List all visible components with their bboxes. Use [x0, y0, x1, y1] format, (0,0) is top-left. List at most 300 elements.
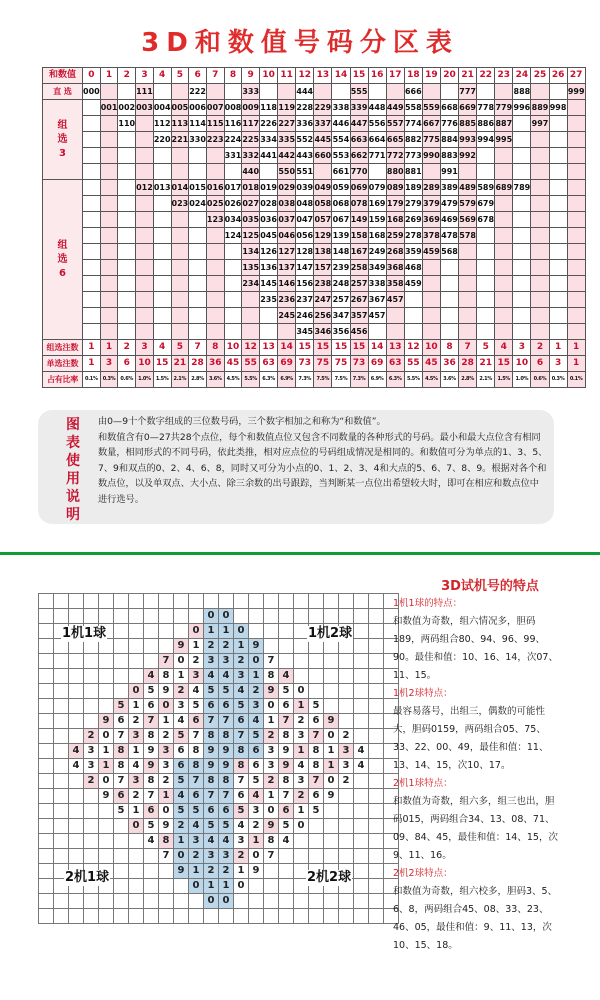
- cell: [567, 180, 585, 196]
- cell: [224, 276, 242, 292]
- cell: 045: [260, 228, 278, 244]
- grid-cell: [234, 909, 249, 924]
- cell: 335: [278, 132, 296, 148]
- cell: 779: [495, 100, 513, 116]
- cell: [206, 148, 224, 164]
- cell: 36: [206, 356, 224, 372]
- cell: 778: [477, 100, 495, 116]
- cell: [118, 260, 136, 276]
- cell: 5.5%: [404, 372, 422, 388]
- grid-cell: [309, 819, 324, 834]
- cell: [136, 292, 154, 308]
- cell: [224, 324, 242, 340]
- cell: [477, 324, 495, 340]
- legend-text: [98, 414, 548, 507]
- grid-cell: 8: [309, 759, 324, 774]
- cell: [118, 276, 136, 292]
- cell: 664: [368, 132, 386, 148]
- cell: 220: [153, 132, 171, 148]
- cell: 123: [206, 212, 224, 228]
- cell: 556: [368, 116, 386, 132]
- grid-cell: [294, 594, 309, 609]
- cell: [459, 292, 477, 308]
- cell: 223: [206, 132, 224, 148]
- grid-cell: [69, 774, 84, 789]
- cell: 334: [260, 132, 278, 148]
- grid-cell: [174, 879, 189, 894]
- grid-cell: 1: [174, 834, 189, 849]
- cell: 6: [531, 356, 549, 372]
- grid-cell: 5: [309, 699, 324, 714]
- cell: [495, 292, 513, 308]
- cell: 110: [118, 116, 136, 132]
- cell: [136, 132, 154, 148]
- grid-cell: 6: [249, 759, 264, 774]
- grid-cell: 8: [114, 759, 129, 774]
- cell: [567, 324, 585, 340]
- cell: 992: [459, 148, 477, 164]
- grid-cell: 5: [234, 804, 249, 819]
- grid-cell: [369, 684, 384, 699]
- grid-cell: [354, 684, 369, 699]
- grid-cell: 3: [339, 759, 354, 774]
- cell: [83, 180, 101, 196]
- cell: [495, 84, 513, 100]
- cell: 346: [314, 324, 332, 340]
- grid-cell: 3: [129, 729, 144, 744]
- grid-cell: [84, 789, 99, 804]
- cell: [100, 164, 118, 180]
- cell: 880: [386, 164, 404, 180]
- cell: 443: [296, 148, 314, 164]
- grid-cell: [39, 759, 54, 774]
- grid-cell: [114, 684, 129, 699]
- cell: 669: [459, 100, 477, 116]
- grid-cell: [324, 594, 339, 609]
- grid-cell: 4: [294, 759, 309, 774]
- cell: 881: [404, 164, 422, 180]
- grid-cell: [84, 699, 99, 714]
- grid-cell: [84, 714, 99, 729]
- cell: 678: [477, 212, 495, 228]
- cell: 058: [314, 196, 332, 212]
- cell: 389: [440, 180, 458, 196]
- grid-cell: 0: [219, 894, 234, 909]
- cell: [440, 276, 458, 292]
- grid-cell: 1: [249, 669, 264, 684]
- grid-cell: [144, 609, 159, 624]
- grid-cell: 4: [144, 669, 159, 684]
- grid-cell: [129, 834, 144, 849]
- cell: 167: [350, 244, 368, 260]
- grid-cell: 0: [174, 654, 189, 669]
- grid-row: [39, 894, 399, 909]
- cell: [83, 148, 101, 164]
- grid-cell: 1: [264, 714, 279, 729]
- cell: [189, 228, 207, 244]
- cell: 227: [278, 116, 296, 132]
- cell: 269: [404, 212, 422, 228]
- grid-cell: [54, 714, 69, 729]
- cell: 459: [404, 276, 422, 292]
- cell: [404, 308, 422, 324]
- grid-cell: [369, 639, 384, 654]
- cell: [495, 308, 513, 324]
- grid-cell: 8: [234, 744, 249, 759]
- grid-cell: [99, 594, 114, 609]
- grid-cell: 9: [249, 864, 264, 879]
- grid-cell: 0: [294, 819, 309, 834]
- cell: [260, 324, 278, 340]
- cell: 1: [83, 340, 101, 356]
- cell: 662: [350, 148, 368, 164]
- cell: 14: [368, 340, 386, 356]
- grid-cell: 7: [114, 774, 129, 789]
- cell: [477, 308, 495, 324]
- cell: [567, 276, 585, 292]
- grid-cell: [84, 594, 99, 609]
- grid-cell: [39, 789, 54, 804]
- cell: [513, 164, 531, 180]
- cell: 10: [260, 68, 278, 84]
- cell: [153, 308, 171, 324]
- grid-cell: 7: [189, 729, 204, 744]
- cell: 1.0%: [513, 372, 531, 388]
- cell: [567, 228, 585, 244]
- grid-cell: 1: [219, 879, 234, 894]
- grid-cell: 9: [144, 744, 159, 759]
- grid-cell: [234, 894, 249, 909]
- cell: [136, 308, 154, 324]
- cell: 21: [171, 356, 189, 372]
- cell: 10: [422, 340, 440, 356]
- cell: 013: [153, 180, 171, 196]
- cell: 993: [459, 132, 477, 148]
- cell: [567, 132, 585, 148]
- zu6-row: [43, 308, 586, 324]
- grid-cell: [324, 669, 339, 684]
- cell: [189, 324, 207, 340]
- grid-cell: [54, 669, 69, 684]
- grid-cell: 2: [129, 789, 144, 804]
- cell: 13: [386, 340, 404, 356]
- cell: 339: [350, 100, 368, 116]
- grid-cell: [309, 834, 324, 849]
- cell: [100, 212, 118, 228]
- cell: [531, 324, 549, 340]
- grid-cell: 9: [174, 864, 189, 879]
- grid-cell: [84, 834, 99, 849]
- grid-cell: 4: [69, 759, 84, 774]
- cell: [136, 116, 154, 132]
- cell: 1: [549, 340, 567, 356]
- grid-cell: 6: [234, 714, 249, 729]
- cell: 129: [314, 228, 332, 244]
- cell: 378: [422, 228, 440, 244]
- grid-cell: [84, 819, 99, 834]
- cell: [206, 276, 224, 292]
- cell: 229: [314, 100, 332, 116]
- grid-cell: [129, 669, 144, 684]
- cell: 557: [386, 116, 404, 132]
- cell: [531, 132, 549, 148]
- cell: [153, 148, 171, 164]
- grid-cell: 7: [309, 729, 324, 744]
- grid-cell: 3: [294, 774, 309, 789]
- header-label: 和数值: [43, 68, 83, 84]
- grid-cell: [354, 699, 369, 714]
- cell: 994: [477, 132, 495, 148]
- cell: 018: [242, 180, 260, 196]
- cell: 001: [100, 100, 118, 116]
- cell: [260, 84, 278, 100]
- cell: 336: [296, 116, 314, 132]
- grid-cell: [144, 894, 159, 909]
- cell: 034: [224, 212, 242, 228]
- cell: 125: [242, 228, 260, 244]
- grid-cell: [354, 834, 369, 849]
- grid-cell: 7: [204, 789, 219, 804]
- grid-cell: [39, 684, 54, 699]
- grid-cell: [369, 624, 384, 639]
- grid-cell: 2: [234, 654, 249, 669]
- single-count-label: 单选注数: [43, 356, 83, 372]
- cell: 068: [332, 196, 350, 212]
- cell: [513, 148, 531, 164]
- grid-cell: 5: [114, 699, 129, 714]
- cell: [206, 164, 224, 180]
- cell: [368, 324, 386, 340]
- cell: [567, 260, 585, 276]
- cell: 774: [404, 116, 422, 132]
- grid-cell: [249, 609, 264, 624]
- grid-cell: [99, 834, 114, 849]
- cell: 3: [136, 340, 154, 356]
- grid-cell: 9: [219, 759, 234, 774]
- grid-cell: 1: [294, 744, 309, 759]
- cell: [100, 308, 118, 324]
- grid-cell: 1: [234, 864, 249, 879]
- grid-cell: 1: [129, 804, 144, 819]
- grid-cell: 0: [204, 894, 219, 909]
- cell: [549, 164, 567, 180]
- zu3-row: [43, 164, 586, 180]
- grid-cell: 2: [84, 729, 99, 744]
- feature-body: 最容易落号，出组三，偶数的可能性大，胆码0159，两码组合05、75、33、22、00、49，最佳和值：11、13、14、15，次10、17。: [393, 706, 549, 771]
- grid-cell: [114, 849, 129, 864]
- grid-cell: 0: [204, 609, 219, 624]
- grid-cell: [129, 849, 144, 864]
- grid-cell: [144, 879, 159, 894]
- grid-cell: [294, 849, 309, 864]
- grid-cell: 7: [264, 849, 279, 864]
- cell: [171, 84, 189, 100]
- cell: 221: [171, 132, 189, 148]
- grid-cell: 1: [294, 699, 309, 714]
- grid-cell: [39, 639, 54, 654]
- grid-cell: 3: [159, 744, 174, 759]
- grid-cell: 8: [309, 744, 324, 759]
- grid-cell: [264, 864, 279, 879]
- grid-row: [39, 714, 399, 729]
- grid-cell: [54, 789, 69, 804]
- cell: [224, 260, 242, 276]
- grid-cell: 8: [264, 834, 279, 849]
- grid-cell: [339, 684, 354, 699]
- grid-cell: 1: [189, 864, 204, 879]
- cell: 882: [404, 132, 422, 148]
- grid-cell: [159, 609, 174, 624]
- grid-cell: [54, 894, 69, 909]
- grid-cell: 6: [309, 714, 324, 729]
- cell: 4.5%: [422, 372, 440, 388]
- grid-cell: [354, 909, 369, 924]
- cell: [513, 244, 531, 260]
- grid-cell: [144, 594, 159, 609]
- cell: [136, 276, 154, 292]
- feature-head: 2机1球特点：: [393, 778, 453, 789]
- grid-cell: 5: [174, 774, 189, 789]
- cell: [422, 308, 440, 324]
- grid-cell: 1: [204, 879, 219, 894]
- cell: 139: [332, 228, 350, 244]
- cell: 17: [386, 68, 404, 84]
- cell: 446: [332, 116, 350, 132]
- cell: 579: [459, 196, 477, 212]
- cell: [136, 260, 154, 276]
- cell: 0: [83, 68, 101, 84]
- cell: 267: [350, 292, 368, 308]
- cell: [549, 180, 567, 196]
- features-title: 3D试机号的特点: [441, 579, 539, 594]
- cell: 2: [118, 340, 136, 356]
- grid-cell: [39, 654, 54, 669]
- cell: [567, 100, 585, 116]
- grid-cell: 7: [159, 654, 174, 669]
- grid-cell: [309, 609, 324, 624]
- cell: [549, 292, 567, 308]
- grid-cell: 2: [249, 819, 264, 834]
- grid-cell: 5: [204, 819, 219, 834]
- cell: [83, 196, 101, 212]
- cell: [224, 244, 242, 260]
- cell: 349: [368, 260, 386, 276]
- cell: [513, 228, 531, 244]
- cell: 268: [386, 244, 404, 260]
- cell: [495, 244, 513, 260]
- cell: 789: [513, 180, 531, 196]
- cell: [153, 260, 171, 276]
- cell: 238: [314, 276, 332, 292]
- cell: [153, 228, 171, 244]
- cell: 149: [350, 212, 368, 228]
- page-title: 3D和数值号码分区表: [141, 28, 459, 58]
- grid-cell: 5: [219, 684, 234, 699]
- cell: 663: [350, 132, 368, 148]
- grid-cell: [39, 744, 54, 759]
- cell: 10: [224, 340, 242, 356]
- grid-cell: 7: [204, 714, 219, 729]
- cell: 039: [296, 180, 314, 196]
- grid-cell: 9: [279, 744, 294, 759]
- cell: 11: [278, 68, 296, 84]
- grid-cell: 4: [189, 684, 204, 699]
- grid-cell: 4: [279, 669, 294, 684]
- grid-cell: [294, 834, 309, 849]
- cell: [567, 116, 585, 132]
- grid-cell: 1: [204, 624, 219, 639]
- cell: [242, 324, 260, 340]
- grid-cell: [324, 699, 339, 714]
- grid-cell: 9: [174, 639, 189, 654]
- cell: [422, 84, 440, 100]
- grid-cell: [99, 849, 114, 864]
- cell: 478: [440, 228, 458, 244]
- grid-cell: [69, 909, 84, 924]
- grid-cell: 3: [249, 699, 264, 714]
- cell: [386, 308, 404, 324]
- grid-cell: 1: [324, 759, 339, 774]
- cell: 003: [136, 100, 154, 116]
- cell: 257: [350, 276, 368, 292]
- cell: 28: [459, 356, 477, 372]
- grid-cell: [144, 639, 159, 654]
- grid-cell: [249, 594, 264, 609]
- grid-cell: 5: [249, 729, 264, 744]
- grid-cell: [54, 909, 69, 924]
- cell: [100, 244, 118, 260]
- cell: 047: [296, 212, 314, 228]
- cell: [440, 308, 458, 324]
- cell: 128: [296, 244, 314, 260]
- grid-cell: 3: [294, 729, 309, 744]
- cell: [549, 196, 567, 212]
- grid-cell: 9: [324, 789, 339, 804]
- grid-cell: [54, 819, 69, 834]
- grid-cell: [339, 714, 354, 729]
- grid-cell: 2: [249, 684, 264, 699]
- grid-cell: [369, 744, 384, 759]
- cell: [189, 260, 207, 276]
- grid-cell: [294, 669, 309, 684]
- grid-cell: [129, 624, 144, 639]
- grid-cell: 3: [189, 669, 204, 684]
- zu3-row: [43, 116, 586, 132]
- cell: [422, 164, 440, 180]
- cell: 136: [260, 260, 278, 276]
- cell: 13: [260, 340, 278, 356]
- cell: [153, 164, 171, 180]
- grid-cell: 6: [219, 804, 234, 819]
- cell: [513, 132, 531, 148]
- cell: 1: [100, 68, 118, 84]
- grid-cell: [84, 609, 99, 624]
- cell: 1: [100, 340, 118, 356]
- cell: [171, 276, 189, 292]
- cell: 016: [206, 180, 224, 196]
- cell: 056: [296, 228, 314, 244]
- cell: 1.0%: [136, 372, 154, 388]
- grid-cell: [249, 894, 264, 909]
- cell: [368, 164, 386, 180]
- grid-cell: 2: [234, 849, 249, 864]
- cell: [531, 308, 549, 324]
- grid-row: [39, 594, 399, 609]
- cell: 357: [350, 308, 368, 324]
- cell: [513, 260, 531, 276]
- grid-row: [39, 729, 399, 744]
- cell: 20: [440, 68, 458, 84]
